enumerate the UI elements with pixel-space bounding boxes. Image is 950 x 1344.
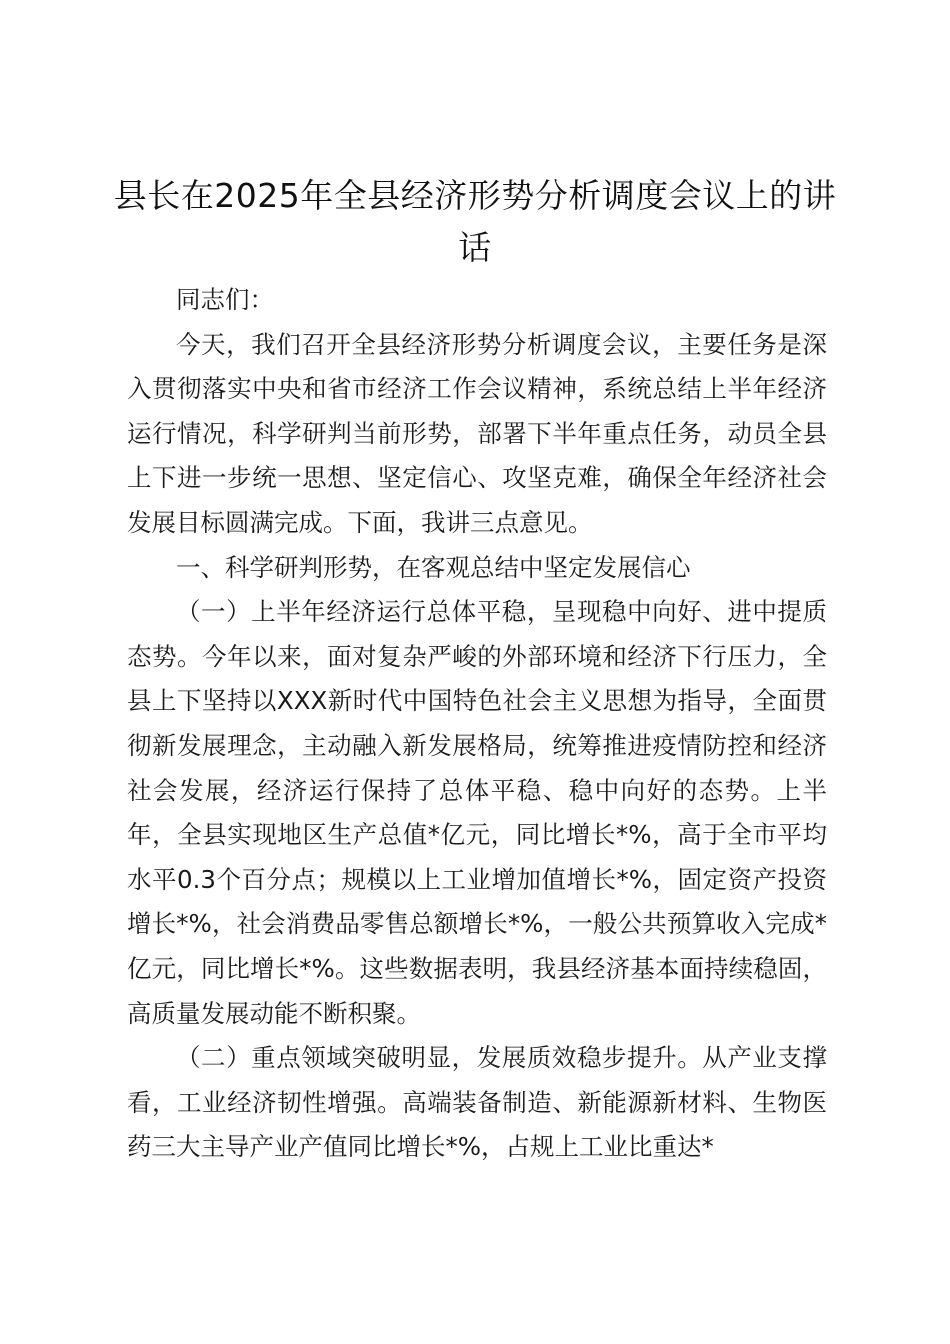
subsection-paragraph-1: （一）上半年经济运行总体平稳，呈现稳中向好、进中提质态势。今年以来，面对复杂严峻的外部环境和经济下行压力，全县上下坚持以XXX新时代中国特色社会主义思想为指导，全面贯彻新发展理念，主动融入新发展格局，统筹推进疫情防控和经济社会发展，经济运行保持了总体平稳、稳中向好的态势。上半年，全县实现地区生产总值*亿元，同比增长*%，高于全市平均水平0.3个百分点；规模以上工业增加值增长*%，固定资产投资增长*%，社会消费品零售总额增长*%，一般公共预算收入完成*亿元，同比增长*%。这些数据表明，我县经济基本面持续稳固，高质量发展动能不断积聚。 (127, 597, 827, 1028)
section-heading-1: 一、科学研判形势，在客观总结中坚定发展信心 (176, 552, 691, 582)
subsection-paragraph-2: （二）重点领域突破明显，发展质效稳步提升。从产业支撑看，工业经济韧性增强。高端装备制造、新能源新材料、生物医药三大主导产业产值同比增长*%，占规上工业比重达* (127, 1043, 827, 1162)
salutation-paragraph: 同志们： (176, 285, 274, 314)
intro-paragraph: 今天，我们召开全县经济形势分析调度会议，主要任务是深入贯彻落实中央和省市经济工作会议精神，系统总结上半年经济运行情况，科学研判当前形势，部署下半年重点任务，动员全县上下进一步统一思想、坚定信心、攻坚克难，确保全年经济社会发展目标圆满完成。下面，我讲三点意见。 (127, 329, 827, 537)
document-title: 县长在2025年全县经济形势分析调度会议上的讲话 (113, 176, 837, 267)
document-body (127, 278, 827, 1170)
